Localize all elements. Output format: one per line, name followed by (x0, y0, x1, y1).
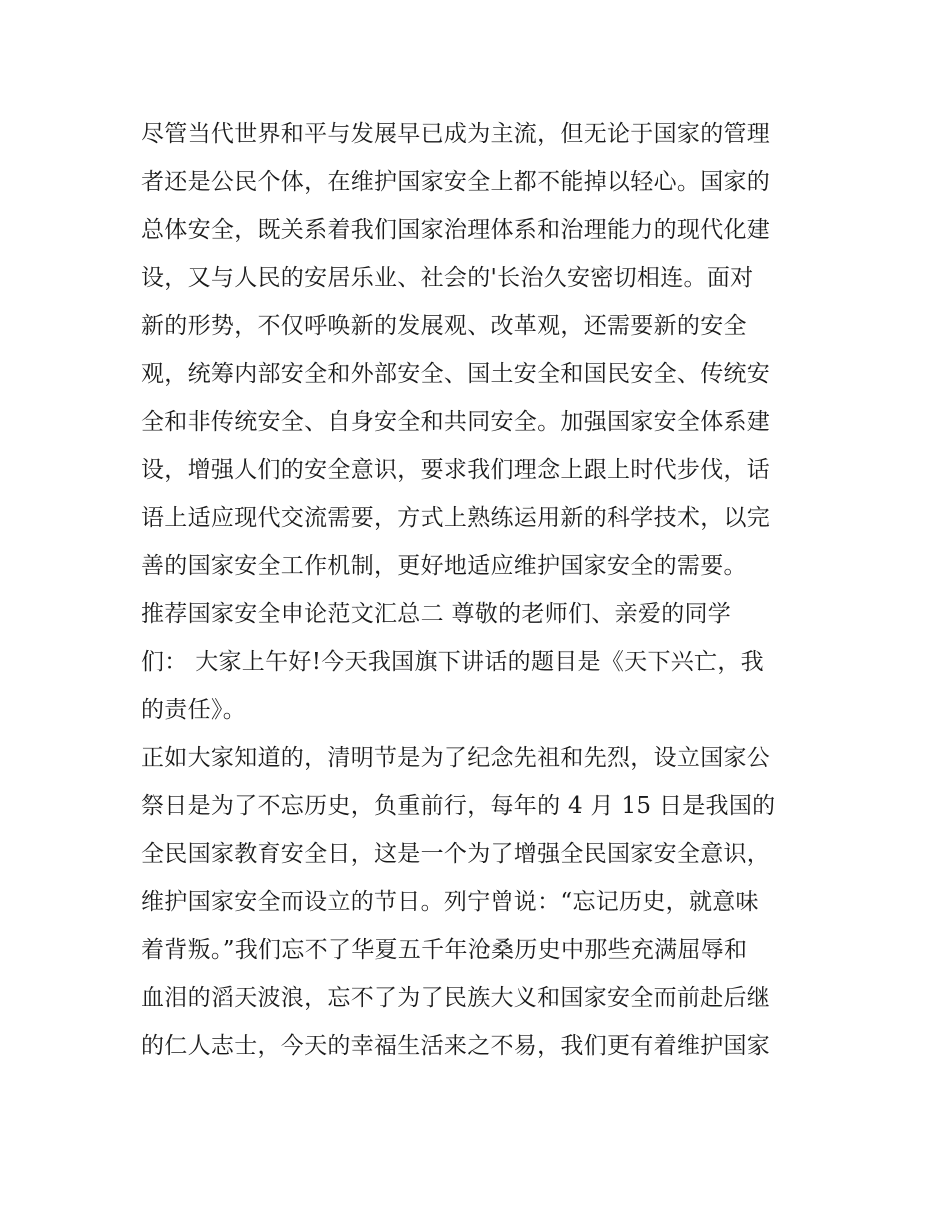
text-line: 全民国家教育安全日，这是一个为了增强全民国家安全意识， (141, 841, 771, 867)
document-body (141, 110, 831, 1070)
text-line: 设，增强人们的安全意识，要求我们理念上跟上时代步伐，话 (141, 457, 771, 483)
text-line: 全和非传统安全、自身安全和共同安全。加强国家安全体系建 (141, 409, 771, 435)
text-line: 祭日是为了不忘历史，负重前行，每年的 4 月 15 日是我国的 (141, 793, 776, 819)
text-line: 善的国家安全工作机制，更好地适应维护国家安全的需要。 (141, 553, 747, 579)
text-line: 的责任》。 (141, 697, 246, 723)
text-line: 者还是公民个体，在维护国家安全上都不能掉以轻心。国家的 (141, 169, 771, 195)
text-line: 们： 大家上午好!今天我国旗下讲话的题目是《天下兴亡，我 (141, 649, 764, 675)
text-line: 观，统筹内部安全和外部安全、国土安全和国民安全、传统安 (141, 361, 771, 387)
text-line: 正如大家知道的，清明节是为了纪念先祖和先烈，设立国家公 (141, 745, 771, 771)
text-line: 着背叛。”我们忘不了华夏五千年沧桑历史中那些充满屈辱和 (141, 937, 748, 963)
text-line: 维护国家安全而设立的节日。列宁曾说：“忘记历史，就意味 (141, 889, 759, 915)
text-line: 的仁人志士，今天的幸福生活来之不易，我们更有着维护国家 (141, 1033, 771, 1059)
text-line: 语上适应现代交流需要，方式上熟练运用新的科学技术，以完 (141, 505, 771, 531)
text-line: 血泪的滔天波浪，忘不了为了民族大义和国家安全而前赴后继 (141, 985, 771, 1011)
text-line: 尽管当代世界和平与发展早已成为主流，但无论于国家的管理 (141, 121, 771, 147)
text-line: 设，又与人民的安居乐业、社会的'长治久安密切相连。面对 (141, 265, 754, 291)
text-line: 新的形势，不仅呼唤新的发展观、改革观，还需要新的安全 (141, 313, 747, 339)
section-heading-line: 推荐国家安全申论范文汇总二 尊敬的老师们、亲爱的同学 (141, 601, 732, 627)
text-line: 总体安全，既关系着我们国家治理体系和治理能力的现代化建 (141, 217, 771, 243)
